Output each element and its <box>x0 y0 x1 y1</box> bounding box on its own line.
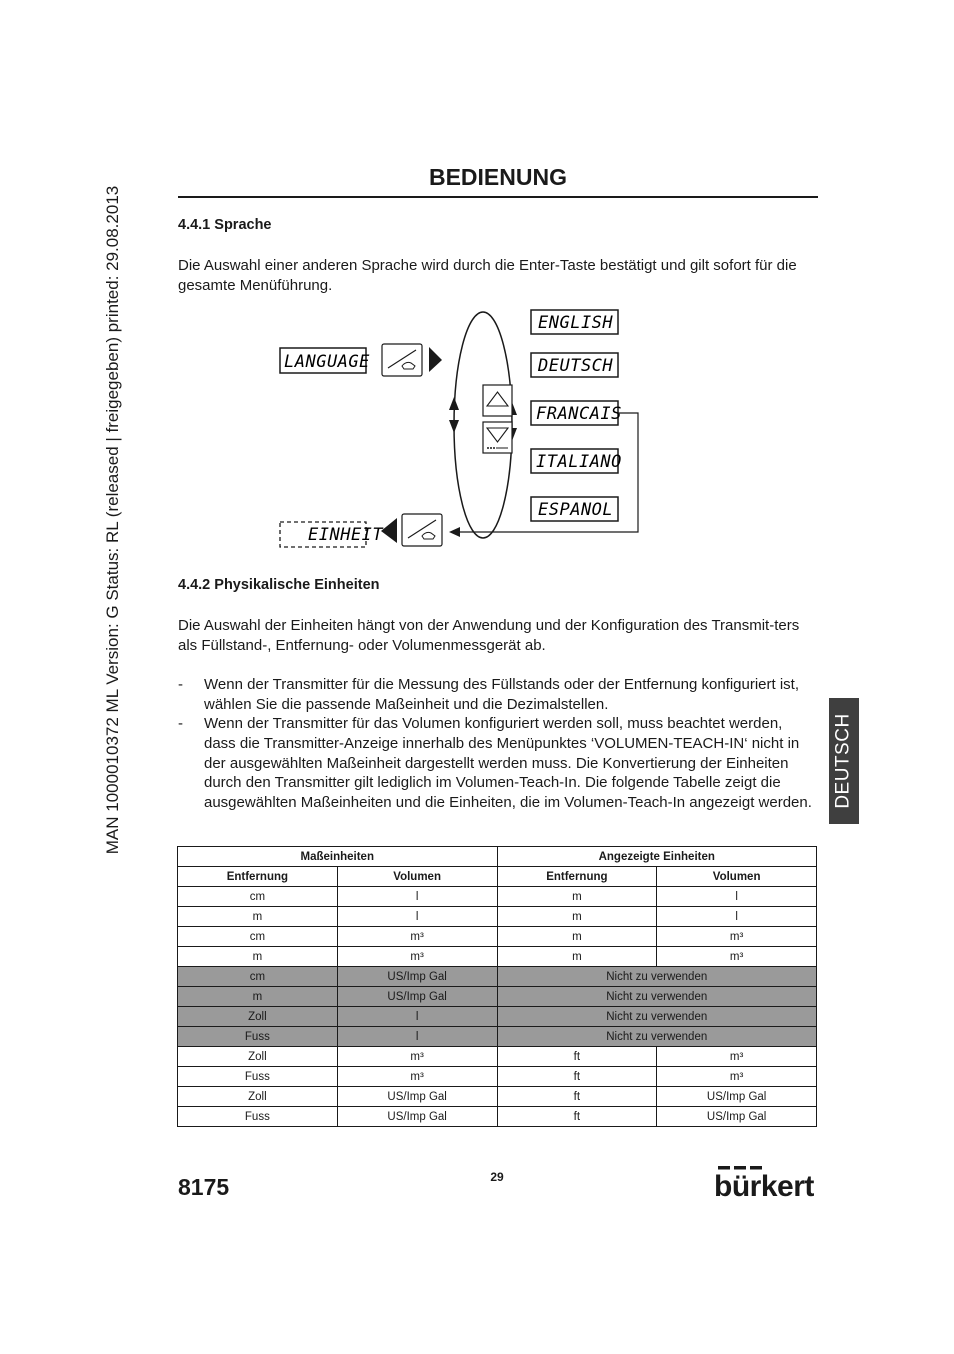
table-row <box>178 927 817 947</box>
table-cell: cm <box>178 887 338 907</box>
table-row <box>178 1007 817 1027</box>
bullet-item: - Wenn der Transmitter für die Messung des Füllstands oder der Entfernung konfiguriert ist, wählen Sie die passende Maßeinheit und die Dezimalstellen. <box>178 675 818 715</box>
table-column-header-row <box>178 867 817 887</box>
lcd-deutsch-text: DEUTSCH <box>538 356 614 376</box>
section-text-sprache: Die Auswahl einer anderen Sprache wird durch die Enter-Taste bestätigt und gilt sofort für die gesamte Menüführung. <box>178 257 797 294</box>
language-tab[interactable] <box>829 698 859 824</box>
table-row <box>178 1067 817 1087</box>
up-key-icon <box>483 385 512 416</box>
page-number: 29 <box>490 1170 504 1184</box>
arrow-right-icon <box>429 347 442 372</box>
table-cell: m³ <box>657 1067 817 1087</box>
burkert-logo <box>712 1164 820 1200</box>
bullet-item: - Wenn der Transmitter für das Volumen konfiguriert werden soll, muss beachtet werden, dass die Transmitter-Anzeige innerhalb des Menüpunktes ‘VOLUMEN-TEACH-IN‘ nicht in der ausgewählten Maßeinheit dargestellt werden muss. Die Konvertierung der Einheiten durch den Transmitter gilt lediglich im Volumen-Teach-In. Die folgende Tabelle zeigt die ausgewählten Maßeinheiten und die Einheiten, die im Volumen-Teach-In angezeigt werden. <box>178 714 818 813</box>
brand-name: bürkert <box>714 1170 814 1200</box>
language-menu-diagram <box>270 300 650 552</box>
table-cell: Nicht zu verwenden <box>497 1007 817 1027</box>
table-cell: ft <box>497 1067 657 1087</box>
title-divider <box>178 196 818 198</box>
table-cell: m <box>497 907 657 927</box>
table-column-header: Volumen <box>337 867 497 887</box>
table-cell: US/Imp Gal <box>657 1107 817 1127</box>
table-cell: m <box>497 927 657 947</box>
table-cell: Fuss <box>178 1067 338 1087</box>
table-cell: US/Imp Gal <box>657 1087 817 1107</box>
table-column-header: Entfernung <box>178 867 338 887</box>
loop-up-arrow-icon <box>449 397 459 410</box>
table-cell: m³ <box>337 1047 497 1067</box>
table-cell: cm <box>178 927 338 947</box>
section-heading-sprache: 4.4.1 Sprache <box>178 217 272 233</box>
table-cell: Nicht zu verwenden <box>497 1027 817 1047</box>
table-row <box>178 987 817 1007</box>
table-cell: ft <box>497 1107 657 1127</box>
table-row <box>178 1047 817 1067</box>
return-arrow-icon <box>449 527 460 537</box>
table-cell: Zoll <box>178 1007 338 1027</box>
enter-key-icon-bottom <box>402 514 442 546</box>
table-row <box>178 947 817 967</box>
table-row <box>178 1027 817 1047</box>
table-cell: m³ <box>337 927 497 947</box>
lcd-espanol-text: ESPANOL <box>538 500 614 520</box>
lcd-einheit-text: EINHEIT <box>308 525 384 545</box>
table-cell: m³ <box>337 1067 497 1087</box>
table-cell: ft <box>497 1047 657 1067</box>
loop-down-arrow-icon <box>449 420 459 433</box>
table-cell: US/Imp Gal <box>337 1107 497 1127</box>
table-cell: l <box>337 907 497 927</box>
section-text-einheiten: Die Auswahl der Einheiten hängt von der Anwendung und der Konfiguration des Transmit-ters als Füllstand-, Entfernung- oder Volumenmessgerät ab. <box>178 617 800 654</box>
table-group-header: Angezeigte Einheiten <box>497 847 817 867</box>
table-cell: m <box>178 947 338 967</box>
table-cell: m³ <box>657 1047 817 1067</box>
units-table <box>177 846 817 1127</box>
table-cell: US/Imp Gal <box>337 967 497 987</box>
lcd-language-text: LANGUAGE <box>284 352 370 372</box>
table-column-header: Entfernung <box>497 867 657 887</box>
table-cell: l <box>337 887 497 907</box>
table-cell: l <box>337 1027 497 1047</box>
table-cell: m <box>178 987 338 1007</box>
document-status-label: MAN 1000010372 ML Version: G Status: RL (released | freigegeben) printed: 29.08.2013 <box>103 185 122 855</box>
table-cell: m³ <box>337 947 497 967</box>
table-group-header-row <box>178 847 817 867</box>
table-cell: m <box>497 887 657 907</box>
table-cell: Nicht zu verwenden <box>497 987 817 1007</box>
lcd-francais-text: FRANCAIS <box>536 404 622 424</box>
lcd-english-text: ENGLISH <box>538 313 614 333</box>
arrow-left-icon <box>381 518 397 543</box>
table-cell: m³ <box>657 927 817 947</box>
bullet-text: Wenn der Transmitter für die Messung des Füllstands oder der Entfernung konfiguriert ist, wählen Sie die passende Maßeinheit und die Dezimalstellen. <box>204 676 800 713</box>
table-cell: l <box>337 1007 497 1027</box>
table-cell: l <box>657 907 817 927</box>
enter-key-icon <box>382 344 422 376</box>
table-cell: ft <box>497 1087 657 1107</box>
table-cell: cm <box>178 967 338 987</box>
bullet-text: Wenn der Transmitter für das Volumen konfiguriert werden soll, muss beachtet werden, dass die Transmitter-Anzeige innerhalb des Menüpunktes ‘VOLUMEN-TEACH-IN‘ nicht in der ausgewählten Maßeinheit dargestellt werden muss. Die Konvertierung der Einheiten durch den Transmitter gilt lediglich im Volumen-Teach-In. Die folgende Tabelle zeigt die ausgewählten Maßeinheiten und die Einheiten, die im Volumen-Teach-In angezeigt werden. <box>204 715 812 812</box>
table-row <box>178 887 817 907</box>
language-tab-label: DEUTSCH <box>833 713 854 809</box>
model-number: 8175 <box>178 1174 230 1200</box>
table-cell: Nicht zu verwenden <box>497 967 817 987</box>
table-row <box>178 1107 817 1127</box>
table-row <box>178 967 817 987</box>
table-cell: l <box>657 887 817 907</box>
table-cell: m <box>178 907 338 927</box>
table-cell: US/Imp Gal <box>337 1087 497 1107</box>
table-group-header: Maßeinheiten <box>178 847 498 867</box>
table-row <box>178 1087 817 1107</box>
table-cell: Fuss <box>178 1027 338 1047</box>
table-cell: m <box>497 947 657 967</box>
table-cell: Zoll <box>178 1047 338 1067</box>
page-title: BEDIENUNG <box>428 164 567 190</box>
section-heading-einheiten: 4.4.2 Physikalische Einheiten <box>178 577 380 593</box>
table-cell: US/Imp Gal <box>337 987 497 1007</box>
table-row <box>178 907 817 927</box>
table-cell: Zoll <box>178 1087 338 1107</box>
lcd-italiano-text: ITALIANO <box>536 452 622 472</box>
table-column-header: Volumen <box>657 867 817 887</box>
table-cell: Fuss <box>178 1107 338 1127</box>
table-cell: m³ <box>657 947 817 967</box>
